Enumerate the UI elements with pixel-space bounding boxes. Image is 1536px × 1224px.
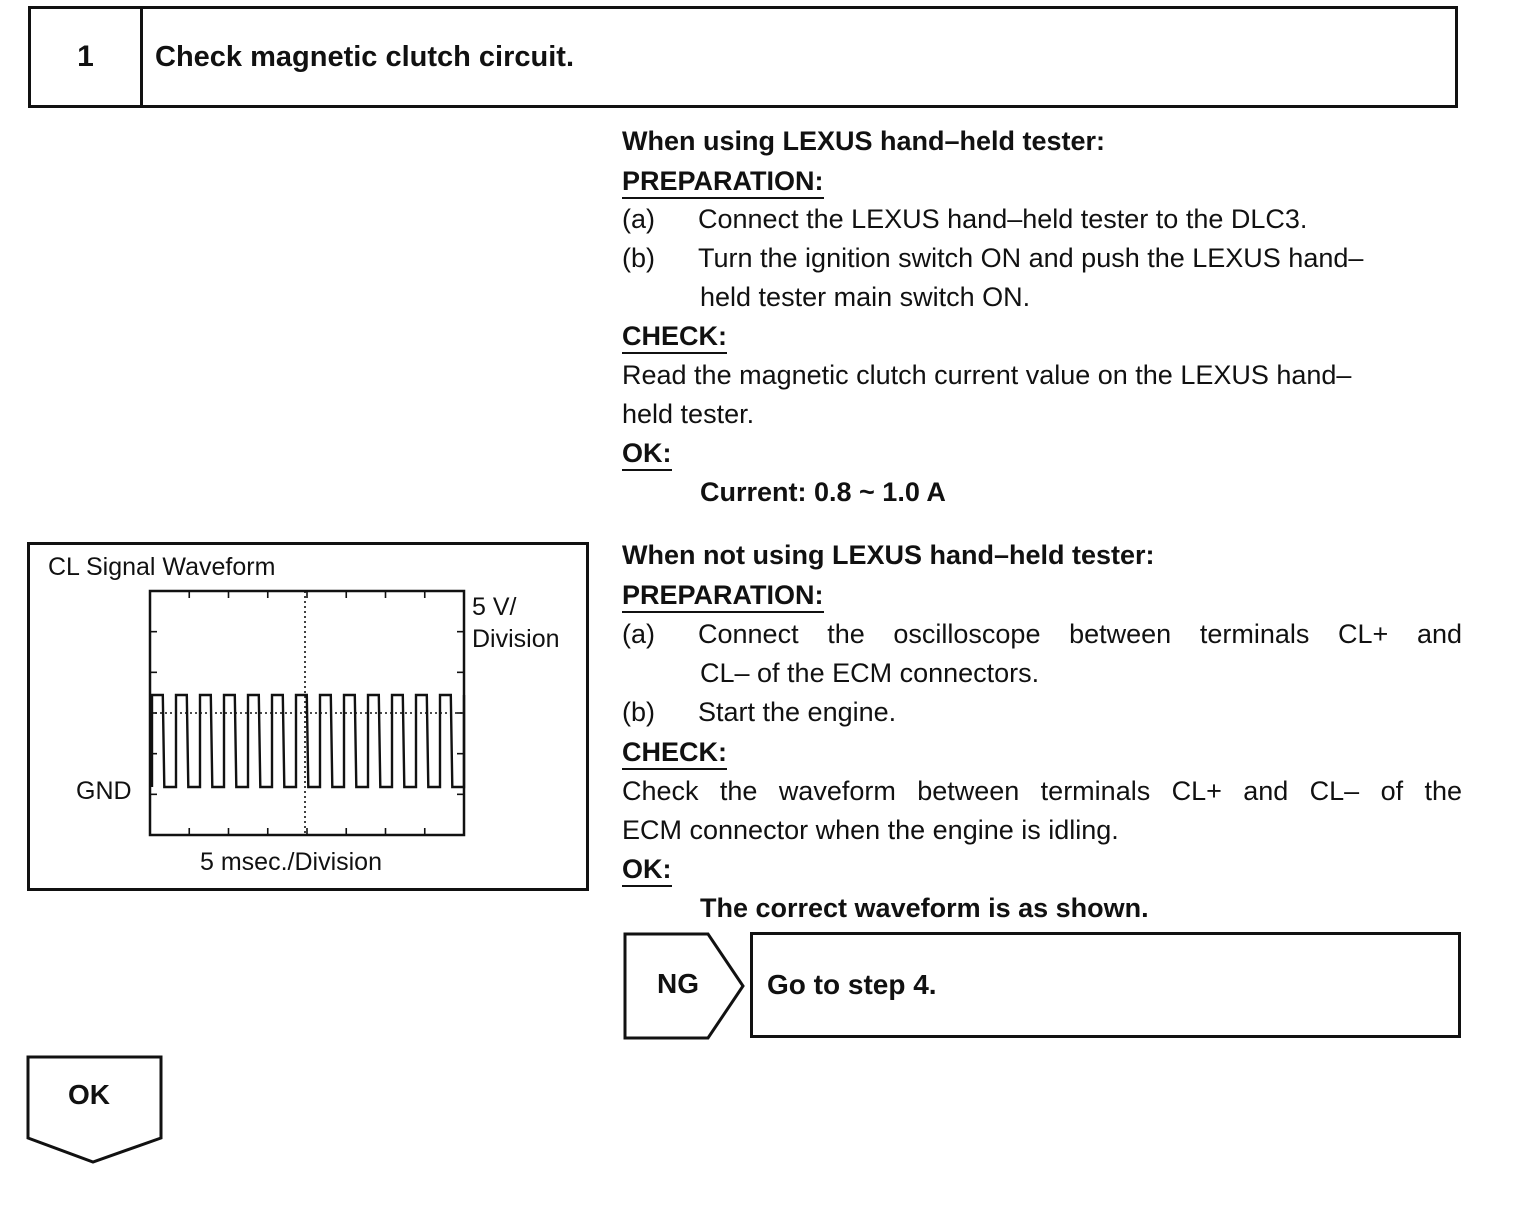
with-tester-step-a: (a) Connect the LEXUS hand–held tester to the DLC3. [622, 204, 1308, 234]
ng-action-box [750, 932, 1461, 1038]
without-tester-step-a-cont: CL– of the ECM connectors. [700, 658, 1040, 688]
waveform-time-scale: 5 msec./Division [200, 848, 382, 876]
waveform-trace [152, 695, 464, 787]
ng-label: NG [657, 968, 699, 999]
with-tester-ok-value: Current: 0.8 ~ 1.0 A [700, 477, 946, 507]
without-tester-check-line-1: Check the waveform between terminals CL+ and CL– of the [622, 776, 1462, 806]
with-tester-step-b-cont: held tester main switch ON. [700, 282, 1031, 312]
with-tester-heading: When using LEXUS hand–held tester: [622, 126, 1106, 156]
waveform-voltage-scale-1: 5 V/ [472, 593, 517, 621]
with-tester-ok-label: OK: [622, 434, 672, 473]
without-tester-step-a: (a) Connect the oscilloscope between terminals CL+ and [622, 619, 1462, 649]
with-tester-preparation-label: PREPARATION: [622, 162, 824, 201]
without-tester-ok-label: OK: [622, 850, 672, 889]
step-title: Check magnetic clutch circuit. [155, 40, 575, 73]
without-tester-step-b: (b) Start the engine. [622, 697, 897, 727]
without-tester-check-label: CHECK: [622, 733, 727, 772]
ng-action-text: Go to step 4. [767, 969, 937, 1000]
step-number: 1 [31, 9, 143, 105]
waveform-panel [27, 542, 589, 891]
without-tester-heading: When not using LEXUS hand–held tester: [622, 540, 1155, 570]
oscilloscope-display [148, 589, 470, 841]
ok-label: OK [68, 1079, 110, 1110]
without-tester-ok-value: The correct waveform is as shown. [700, 893, 1149, 923]
with-tester-step-b: (b) Turn the ignition switch ON and push the LEXUS hand– [622, 243, 1364, 273]
with-tester-check-line-1: Read the magnetic clutch current value on the LEXUS hand– [622, 360, 1352, 390]
without-tester-check-line-2: ECM connector when the engine is idling. [622, 815, 1119, 845]
step-header [28, 6, 1458, 108]
with-tester-check-label: CHECK: [622, 317, 727, 356]
waveform-gnd-label: GND [76, 777, 132, 805]
with-tester-check-line-2: held tester. [622, 399, 755, 429]
waveform-voltage-scale-2: Division [472, 625, 560, 653]
without-tester-preparation-label: PREPARATION: [622, 576, 824, 615]
waveform-title: CL Signal Waveform [48, 553, 276, 581]
